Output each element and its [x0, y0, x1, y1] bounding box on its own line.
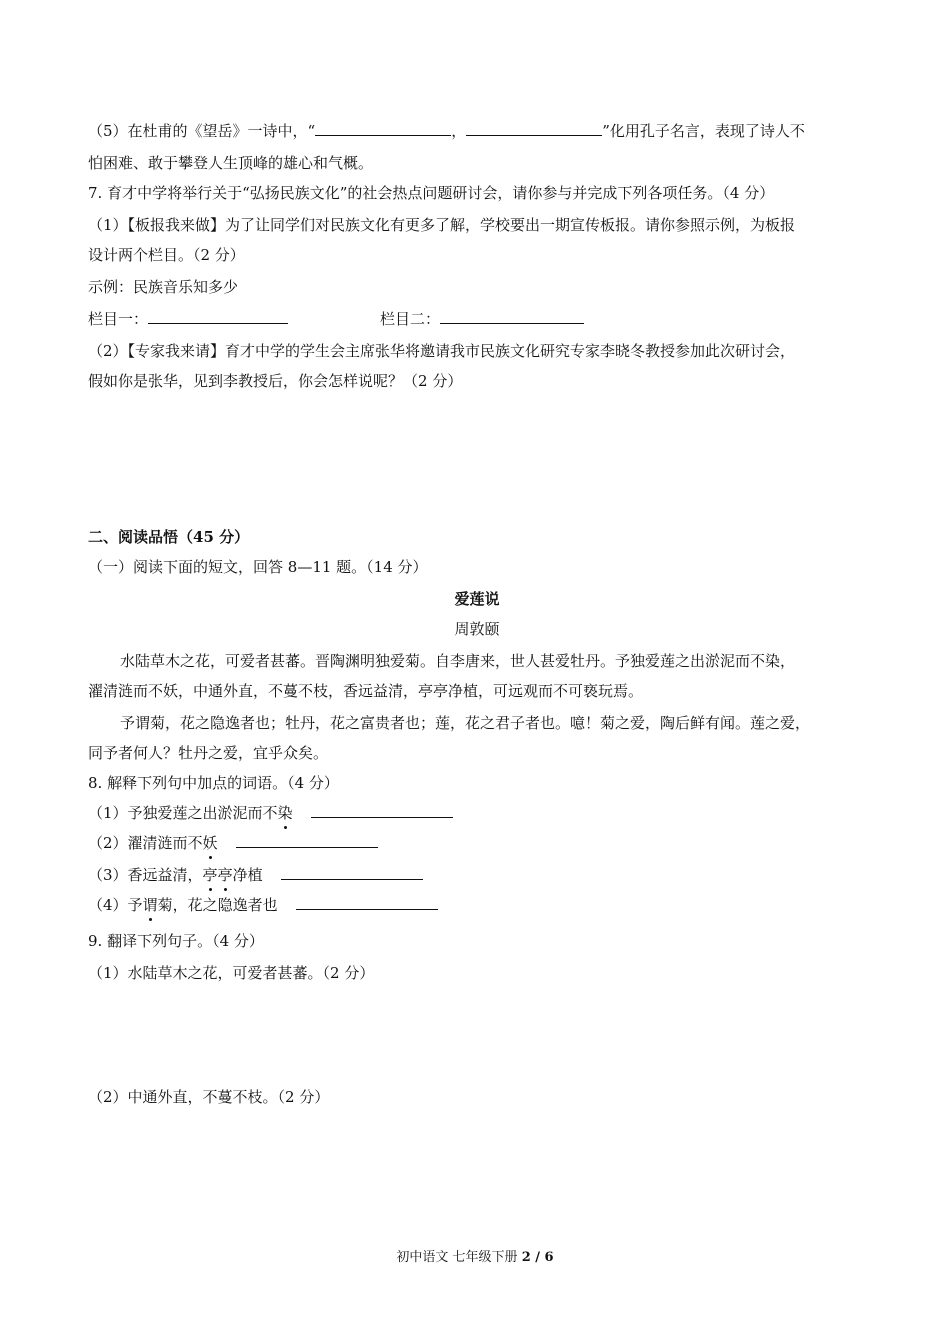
q8-item-4-tail: 菊，花之隐逸者也: [157, 896, 278, 914]
q8-item-1-dotted: 染: [277, 804, 293, 822]
q8-item-3: [88, 864, 423, 886]
col2-label: 栏目二：: [380, 310, 441, 328]
q7-part2-line2: 假如你是张华，见到李教授后，你会怎样说呢？（2 分）: [88, 372, 463, 390]
q7-part1-line1: （1）【板报我来做】为了让同学们对民族文化有更多了解，学校要出一期宣传板报。请你参照示例，为板报: [88, 216, 796, 234]
q5-suffix: ”化用孔子名言，表现了诗人不: [602, 122, 805, 140]
q5-line1: [88, 120, 805, 142]
q9-item-2: （2）中通外直，不蔓不枝。（2 分）: [88, 1088, 330, 1106]
q8-stem: 8. 解释下列句中加点的词语。（4 分）: [88, 774, 339, 792]
q8-item-4-text: （4）予: [88, 896, 143, 914]
q5-blank-2[interactable]: [466, 121, 602, 136]
passage-author: 周敦颐: [454, 620, 500, 638]
q7-example: 示例：民族音乐知多少: [88, 278, 239, 296]
q7-part1-line2: 设计两个栏目。（2 分）: [88, 246, 245, 264]
col2-blank[interactable]: [440, 309, 584, 324]
q8-item-2-dotted: 妖: [202, 834, 218, 852]
q8-item-3-dotted-2: 亭: [217, 866, 233, 884]
q8-item-2-blank[interactable]: [236, 833, 378, 848]
q8-item-2: [88, 832, 378, 854]
q5-comma: ，: [451, 122, 467, 140]
page-footer: [0, 1246, 950, 1265]
passage-para1-line2: 濯清涟而不妖，中通外直，不蔓不枝，香远益清，亭亭净植，可远观而不可亵玩焉。: [88, 682, 644, 700]
q7-columns-row: [88, 308, 584, 330]
q8-item-4-blank[interactable]: [296, 895, 438, 910]
page-number: 2 / 6: [521, 1250, 554, 1265]
q8-item-3-blank[interactable]: [281, 865, 423, 880]
passage-title: 爱莲说: [454, 590, 500, 608]
footer-text: 初中语文 七年级下册: [396, 1250, 522, 1265]
q8-item-4: [88, 894, 438, 916]
passage-para2-line1: 予谓菊，花之隐逸者也；牡丹，花之富贵者也；莲，花之君子者也。噫！菊之爱，陶后鲜有闻。莲之爱，: [120, 714, 811, 732]
q7-stem: 7. 育才中学将举行关于“弘扬民族文化”的社会热点问题研讨会，请你参与并完成下列各项任务。（4 分）: [88, 184, 775, 202]
q9-stem: 9. 翻译下列句子。（4 分）: [88, 932, 264, 950]
q8-item-3-text: （3）香远益清，: [88, 866, 203, 884]
passage-para1-line1: 水陆草木之花，可爱者甚蕃。晋陶渊明独爱菊。自李唐来，世人甚爱牡丹。予独爱莲之出淤泥而不染，: [120, 652, 796, 670]
q8-item-1: [88, 802, 453, 824]
q9-item-1: （1）水陆草木之花，可爱者甚蕃。（2 分）: [88, 964, 375, 982]
q5-prefix: （5）在杜甫的《望岳》一诗中，“: [88, 122, 316, 140]
section-subheading: （一）阅读下面的短文，回答 8—11 题。（14 分）: [88, 558, 428, 576]
q8-item-4-dotted: 谓: [142, 896, 158, 914]
q7-part2-line1: （2）【专家我来请】育才中学的学生会主席张华将邀请我市民族文化研究专家李晓冬教授参加此次研讨会，: [88, 342, 796, 360]
q8-item-1-text: （1）予独爱莲之出淤泥而不: [88, 804, 278, 822]
q8-item-3-tail: 净植: [232, 866, 263, 884]
q8-item-2-text: （2）濯清涟而不: [88, 834, 203, 852]
q5-blank-1[interactable]: [315, 121, 451, 136]
q5-line2: 怕困难、敢于攀登人生顶峰的雄心和气概。: [88, 154, 374, 172]
passage-para2-line2: 同予者何人？牡丹之爱，宜乎众矣。: [88, 744, 329, 762]
section-heading: 二、阅读品悟（45 分）: [88, 528, 250, 546]
q8-item-3-dotted-1: 亭: [202, 866, 218, 884]
q8-item-1-blank[interactable]: [311, 803, 453, 818]
col1-blank[interactable]: [148, 309, 288, 324]
col1-label: 栏目一：: [88, 310, 149, 328]
